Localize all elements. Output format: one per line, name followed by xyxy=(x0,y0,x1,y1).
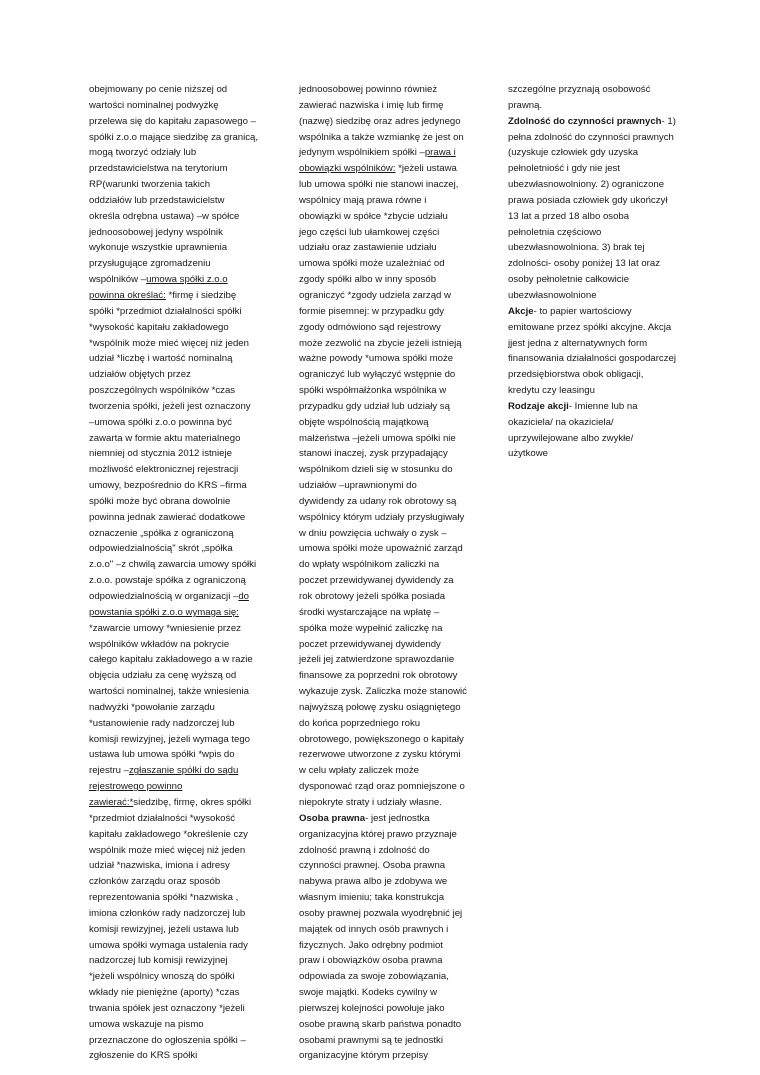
text-line: całego kapitału zakładowego a w razie xyxy=(89,654,253,666)
text-line: oznaczenie „spółka z ograniczoną xyxy=(89,527,234,539)
text-line: przelewa się do kapitału zapasowego – xyxy=(89,115,256,127)
text-line: okaziciela/ na okaziciela/ xyxy=(508,416,614,428)
text-line: użytkowe xyxy=(508,448,548,460)
text-line: wspólnikom dzieli się w stosunku do xyxy=(299,464,453,476)
text-line: umowa spółki może uzależniać od xyxy=(299,258,445,270)
text-line: reprezentowania spółki *nazwiska , xyxy=(89,892,239,904)
text-line: formie pisemnej: w przypadku gdy xyxy=(299,305,445,317)
text-line: wspólnicy którym udziały przysługiwały xyxy=(299,511,465,523)
text-line xyxy=(89,288,267,304)
text-line xyxy=(508,399,690,415)
text-line: niemniej od stycznia 2012 istnieje xyxy=(89,448,232,460)
text-line: imiona członków rady nadzorczej lub xyxy=(89,907,246,919)
text-line: tworzenia spółki, jeżeli jest oznaczony xyxy=(89,400,251,412)
underlined-text: powstania spółki z.o.o wymaga się: xyxy=(89,606,239,618)
text-line: fizycznych. Jako odrębny podmiot xyxy=(299,939,443,951)
text-line: spółki współmałżonka wspólnika w xyxy=(299,385,447,397)
text-line: komisji rewizyjnej, jeżeli wymaga tego xyxy=(89,733,251,745)
underlined-text: zawierać:* xyxy=(89,796,134,808)
text-line: *jeżeli wspólnicy wnoszą do spółki xyxy=(89,971,235,983)
text-line: przypadku gdy udział lub udziały są xyxy=(299,400,450,412)
underlined-text: rejestrowego powinno xyxy=(89,781,183,793)
text-line: wkłady nie pieniężne (aporty) *czas xyxy=(89,987,240,999)
text-line: organizacyjna której prawo przyznaje xyxy=(299,828,457,840)
text-line xyxy=(89,589,267,605)
text-line: stanowi inaczej, zysk przypadający xyxy=(299,448,448,460)
text-line: obejmowany po cenie niższej od xyxy=(89,84,228,95)
text-line: własnym imieniu; taka konstrukcja xyxy=(299,892,445,904)
text-line: udziałów objętych przez xyxy=(89,369,191,381)
text-line: z.o.o. powstaje spółka z ograniczoną xyxy=(89,575,246,587)
text-line: lub umowa spółki nie stanowi inaczej, xyxy=(299,179,459,191)
text-line: przedsiębiorstwa obok obligacji, xyxy=(508,369,644,381)
text-run: - Imienne lub na xyxy=(568,400,638,412)
text-line: poczet przewidywanej dywidendy za xyxy=(299,575,454,587)
text-line: zgody spółki albo w inny sposób xyxy=(299,274,437,286)
text-line: możliwość elektronicznej rejestracji xyxy=(89,464,239,476)
text-line: zdolności- osoby poniżej 13 lat oraz xyxy=(508,258,660,270)
text-line: do wpłaty wspólnikom zaliczki na xyxy=(299,559,440,571)
text-line: wykazuje zysk. Zaliczka może stanowić xyxy=(299,686,467,698)
text-line: z.o.o" –z chwilą zawarcia umowy spółki xyxy=(89,559,257,571)
text-line: spółki *przedmiot działalności spółki xyxy=(89,305,242,317)
text-line: kredytu czy leasingu xyxy=(508,385,595,397)
text-line: udział *liczbę i wartość nominalną xyxy=(89,353,233,365)
text-line: –umowa spółki z.o.o powinna być xyxy=(89,416,232,428)
text-line: osobami prawnymi są te jednostki xyxy=(299,1034,443,1046)
text-line xyxy=(89,779,267,795)
text-line: objęcia udziału za cenę wyższą od xyxy=(89,670,237,682)
bold-term: Osoba prawna xyxy=(299,812,366,824)
text-line: pełna zdolność do czynności prawnych xyxy=(508,131,674,143)
text-line: ograniczyć *zgody udziela zarząd w xyxy=(299,289,451,301)
text-line: trwania spółek jest oznaczony *jeżeli xyxy=(89,1002,245,1014)
bold-term: Rodzaje akcji xyxy=(508,400,569,412)
text-line: w celu wpłaty zaliczek może xyxy=(299,765,419,777)
text-line: kapitału zakładowego *określenie czy xyxy=(89,828,248,840)
bold-term: Zdolność do czynności prawnych xyxy=(508,115,662,127)
text-line: prawa posiada człowiek gdy ukończył xyxy=(508,194,668,206)
text-line: osoby prawnej pozwala wyodrębnić jej xyxy=(299,907,463,919)
text-line: poszczególnych wspólników *czas xyxy=(89,385,236,397)
underlined-text: prawa i xyxy=(424,147,456,159)
text-line: jednoosobowej powinno również xyxy=(299,84,438,95)
text-line: wspólnik może mieć więcej niż jeden xyxy=(89,844,246,856)
text-line: (uzyskuje człowiek gdy uzyska xyxy=(508,147,639,159)
text-line: *wspólnik może mieć więcej niż jeden xyxy=(89,337,249,349)
text-run: wspólników – xyxy=(89,274,147,286)
text-column-2 xyxy=(299,82,479,1064)
text-line: umowa spółki może upoważnić zarząd xyxy=(299,543,463,555)
text-line: udziału oraz zastawienie udziału xyxy=(299,242,437,254)
text-line: ubezwłasnowolniony. 2) ograniczone xyxy=(508,179,665,191)
text-line: objęte wspólnością majątkową xyxy=(299,416,429,428)
text-column-1 xyxy=(89,82,267,1064)
text-line xyxy=(508,114,690,130)
text-line: organizacyjne którym przepisy xyxy=(299,1050,429,1062)
text-line: spółka może wypełnić zaliczkę na xyxy=(299,622,443,634)
text-run: *jeżeli ustawa xyxy=(395,163,457,175)
underlined-text: do xyxy=(238,591,249,602)
text-run: - jest jednostka xyxy=(365,812,430,824)
text-line: ubezwłasnowolnione xyxy=(508,289,597,301)
text-line: zawarta w formie aktu materialnego xyxy=(89,432,241,444)
text-run: *firmę i siedzibę xyxy=(165,289,237,301)
text-line: ubezwłasnowolniona. 3) brak tej xyxy=(508,242,645,254)
text-line: majątek od innych osób prawnych i xyxy=(299,923,449,935)
text-line xyxy=(508,304,690,320)
underlined-text: zgłaszanie spółki do sądu xyxy=(129,765,239,777)
text-line: członków zarządu oraz sposób xyxy=(89,876,221,888)
text-line: dysponować rząd oraz pomniejszone o xyxy=(299,781,465,793)
text-run: rejestru – xyxy=(89,765,129,777)
text-line: spółki może być obrana dowolnie xyxy=(89,495,231,507)
text-line: jeżeli jej zatwierdzone sprawozdanie xyxy=(299,654,455,666)
text-line: przeznaczone do ogłoszenia spółki – xyxy=(89,1034,246,1046)
text-line: finansowe za poprzedni rok obrotowy xyxy=(299,670,458,682)
text-line: wspólników wkładów na pokrycie xyxy=(89,638,230,650)
text-line: prawną. xyxy=(508,99,543,111)
text-line: rok obrotowy jeżeli spółka posiada xyxy=(299,591,446,602)
text-line: szczególne przyznają osobowość xyxy=(508,84,651,95)
text-line: pełnoletniość i gdy nie jest xyxy=(508,163,620,175)
text-line xyxy=(299,145,479,161)
underlined-text: powinna określać: xyxy=(89,289,166,301)
text-line: *ustanowienie rady nadzorczej lub xyxy=(89,717,235,729)
text-line: 13 lat a przed 18 albo osoba xyxy=(508,210,630,222)
text-line xyxy=(89,272,267,288)
text-line: *przedmiot działalności *wysokość xyxy=(89,812,236,824)
text-line: w dniu powzięcia uchwały o zysk – xyxy=(299,527,447,539)
text-line: wartości nominalnej, także wniesienia xyxy=(89,686,249,698)
text-line: jjest jedna z alternatywnych form xyxy=(508,337,648,349)
text-line: ustawa lub umowa spółki *wpis do xyxy=(89,749,235,761)
text-line xyxy=(89,763,267,779)
text-column-3 xyxy=(508,82,690,462)
text-line: dywidendy za udany rok obrotowy są xyxy=(299,495,457,507)
text-line: zgłoszenie do KRS spółki xyxy=(89,1050,198,1062)
text-line: pierwszej kolejności powołuje jako xyxy=(299,1002,445,1014)
text-line: rezerwowe utworzone z zysku którymi xyxy=(299,749,461,761)
text-line: osoby pełnoletnie całkowicie xyxy=(508,274,630,286)
text-line: obowiązki w spółce *zbycie udziału xyxy=(299,210,448,222)
text-line: obrotowego, powiększonego o kapitały xyxy=(299,733,464,745)
bold-term: Akcje xyxy=(508,305,534,317)
text-line xyxy=(299,811,479,827)
text-run: odpowiedzialnością w organizacji – xyxy=(89,591,239,602)
text-line: poczet przewidywanej dywidendy xyxy=(299,638,441,650)
text-line: jego części lub ułamkowej części xyxy=(299,226,440,238)
text-line: małżeństwa –jeżeli umowa spółki nie xyxy=(299,432,456,444)
text-line: najwyższą połowę zysku osiągniętego xyxy=(299,701,461,713)
text-run: - 1) xyxy=(661,115,676,127)
text-line: udziałów –uprawnionymi do xyxy=(299,480,417,492)
text-line: jednoosobowej jedyny wspólnik xyxy=(89,226,223,238)
text-line: umowy, bezpośrednio do KRS –firma xyxy=(89,480,247,492)
underlined-text: umowa spółki z.o.o xyxy=(146,274,228,286)
text-line: nabywa prawa albo je zdobywa we xyxy=(299,876,448,888)
text-line: zdolność prawną i zdolność do xyxy=(299,844,430,856)
text-line: oddziałów lub przedstawicielstw xyxy=(89,194,225,206)
text-line: spółki z.o.o mające siedzibę za granicą, xyxy=(89,131,259,143)
text-line: nadzorczej lub komisji rewizyjnej xyxy=(89,955,228,967)
text-line: wartości nominalnej podwyżkę xyxy=(89,99,219,111)
text-line: zawierać nazwiska i imię lub firmę xyxy=(299,99,444,111)
text-line: ograniczyć lub wyłączyć wstępnie do xyxy=(299,369,456,381)
underlined-text: obowiązki wspólników: xyxy=(299,163,396,175)
text-line xyxy=(89,605,267,621)
text-line: mogą tworzyć odziały lub xyxy=(89,147,197,159)
text-line: przysługujące zgromadzeniu xyxy=(89,258,211,270)
text-line xyxy=(299,161,479,177)
text-line: RP(warunki tworzenia takich xyxy=(89,179,211,191)
text-line: umowa wskazuje na pismo xyxy=(89,1018,204,1030)
text-line: emitowane przez spółki akcyjne. Akcja xyxy=(508,321,672,333)
text-line: osobe prawną skarb państwa ponadto xyxy=(299,1018,462,1030)
text-run: - to papier wartościowy xyxy=(533,305,632,317)
text-line: może zezwolić na zbycie jeżeli istnieją xyxy=(299,337,462,349)
text-line: *zawarcie umowy *wniesienie przez xyxy=(89,622,241,634)
text-line: udział *nazwiska, imiona i adresy xyxy=(89,860,230,872)
text-line: środki wystarczające na wpłatę – xyxy=(299,606,440,618)
text-line: praw i obowiązków osoba prawna xyxy=(299,955,443,967)
text-line: określa odrębna ustawa) –w spółce xyxy=(89,210,240,222)
text-line: ważne powody *umowa spółki może xyxy=(299,353,454,365)
text-line: niepokryte straty i udziały własne. xyxy=(299,796,442,808)
text-line: przedstawicielstwa na terytorium xyxy=(89,163,228,175)
text-line: komisji rewizyjnej, jeżeli ustawa lub xyxy=(89,923,239,935)
text-line: wspólnika a także wzmiankę że jest on xyxy=(299,131,464,143)
text-line: uprzywilejowane albo zwykłe/ xyxy=(508,432,634,444)
text-line: nadwyżki *powołanie zarządu xyxy=(89,701,215,713)
text-run: jedynym wspólnikiem spółki – xyxy=(299,147,425,159)
text-line: *wysokość kapitału zakładowego xyxy=(89,321,229,333)
text-line: swoje majątki. Kodeks cywilny w xyxy=(299,987,438,999)
text-line: pełnoletnia częściowo xyxy=(508,226,602,238)
text-line: odpowiada za swoje zobowiązania, xyxy=(299,971,449,983)
text-line: wykonuje wszystkie uprawnienia xyxy=(89,242,228,254)
text-line: powinna jednak zawierać dodatkowe xyxy=(89,511,246,523)
text-line: finansowania działalności gospodarczej xyxy=(508,353,676,365)
text-line: do końca poprzedniego roku xyxy=(299,717,421,729)
text-line: (nazwę) siedzibę oraz adres jedynego xyxy=(299,115,461,127)
text-line: odpowiedzialnością" skrót „spółka xyxy=(89,543,233,555)
text-line xyxy=(89,795,267,811)
text-run: siedzibę, firmę, okres spółki xyxy=(133,796,252,808)
text-line: czynności prawnej. Osoba prawna xyxy=(299,860,446,872)
text-line: umowa spółki wymaga ustalenia rady xyxy=(89,939,248,951)
text-line: zgody odmówiono sąd rejestrowy xyxy=(299,321,441,333)
text-line: wspólnicy mają prawa równe i xyxy=(299,194,427,206)
